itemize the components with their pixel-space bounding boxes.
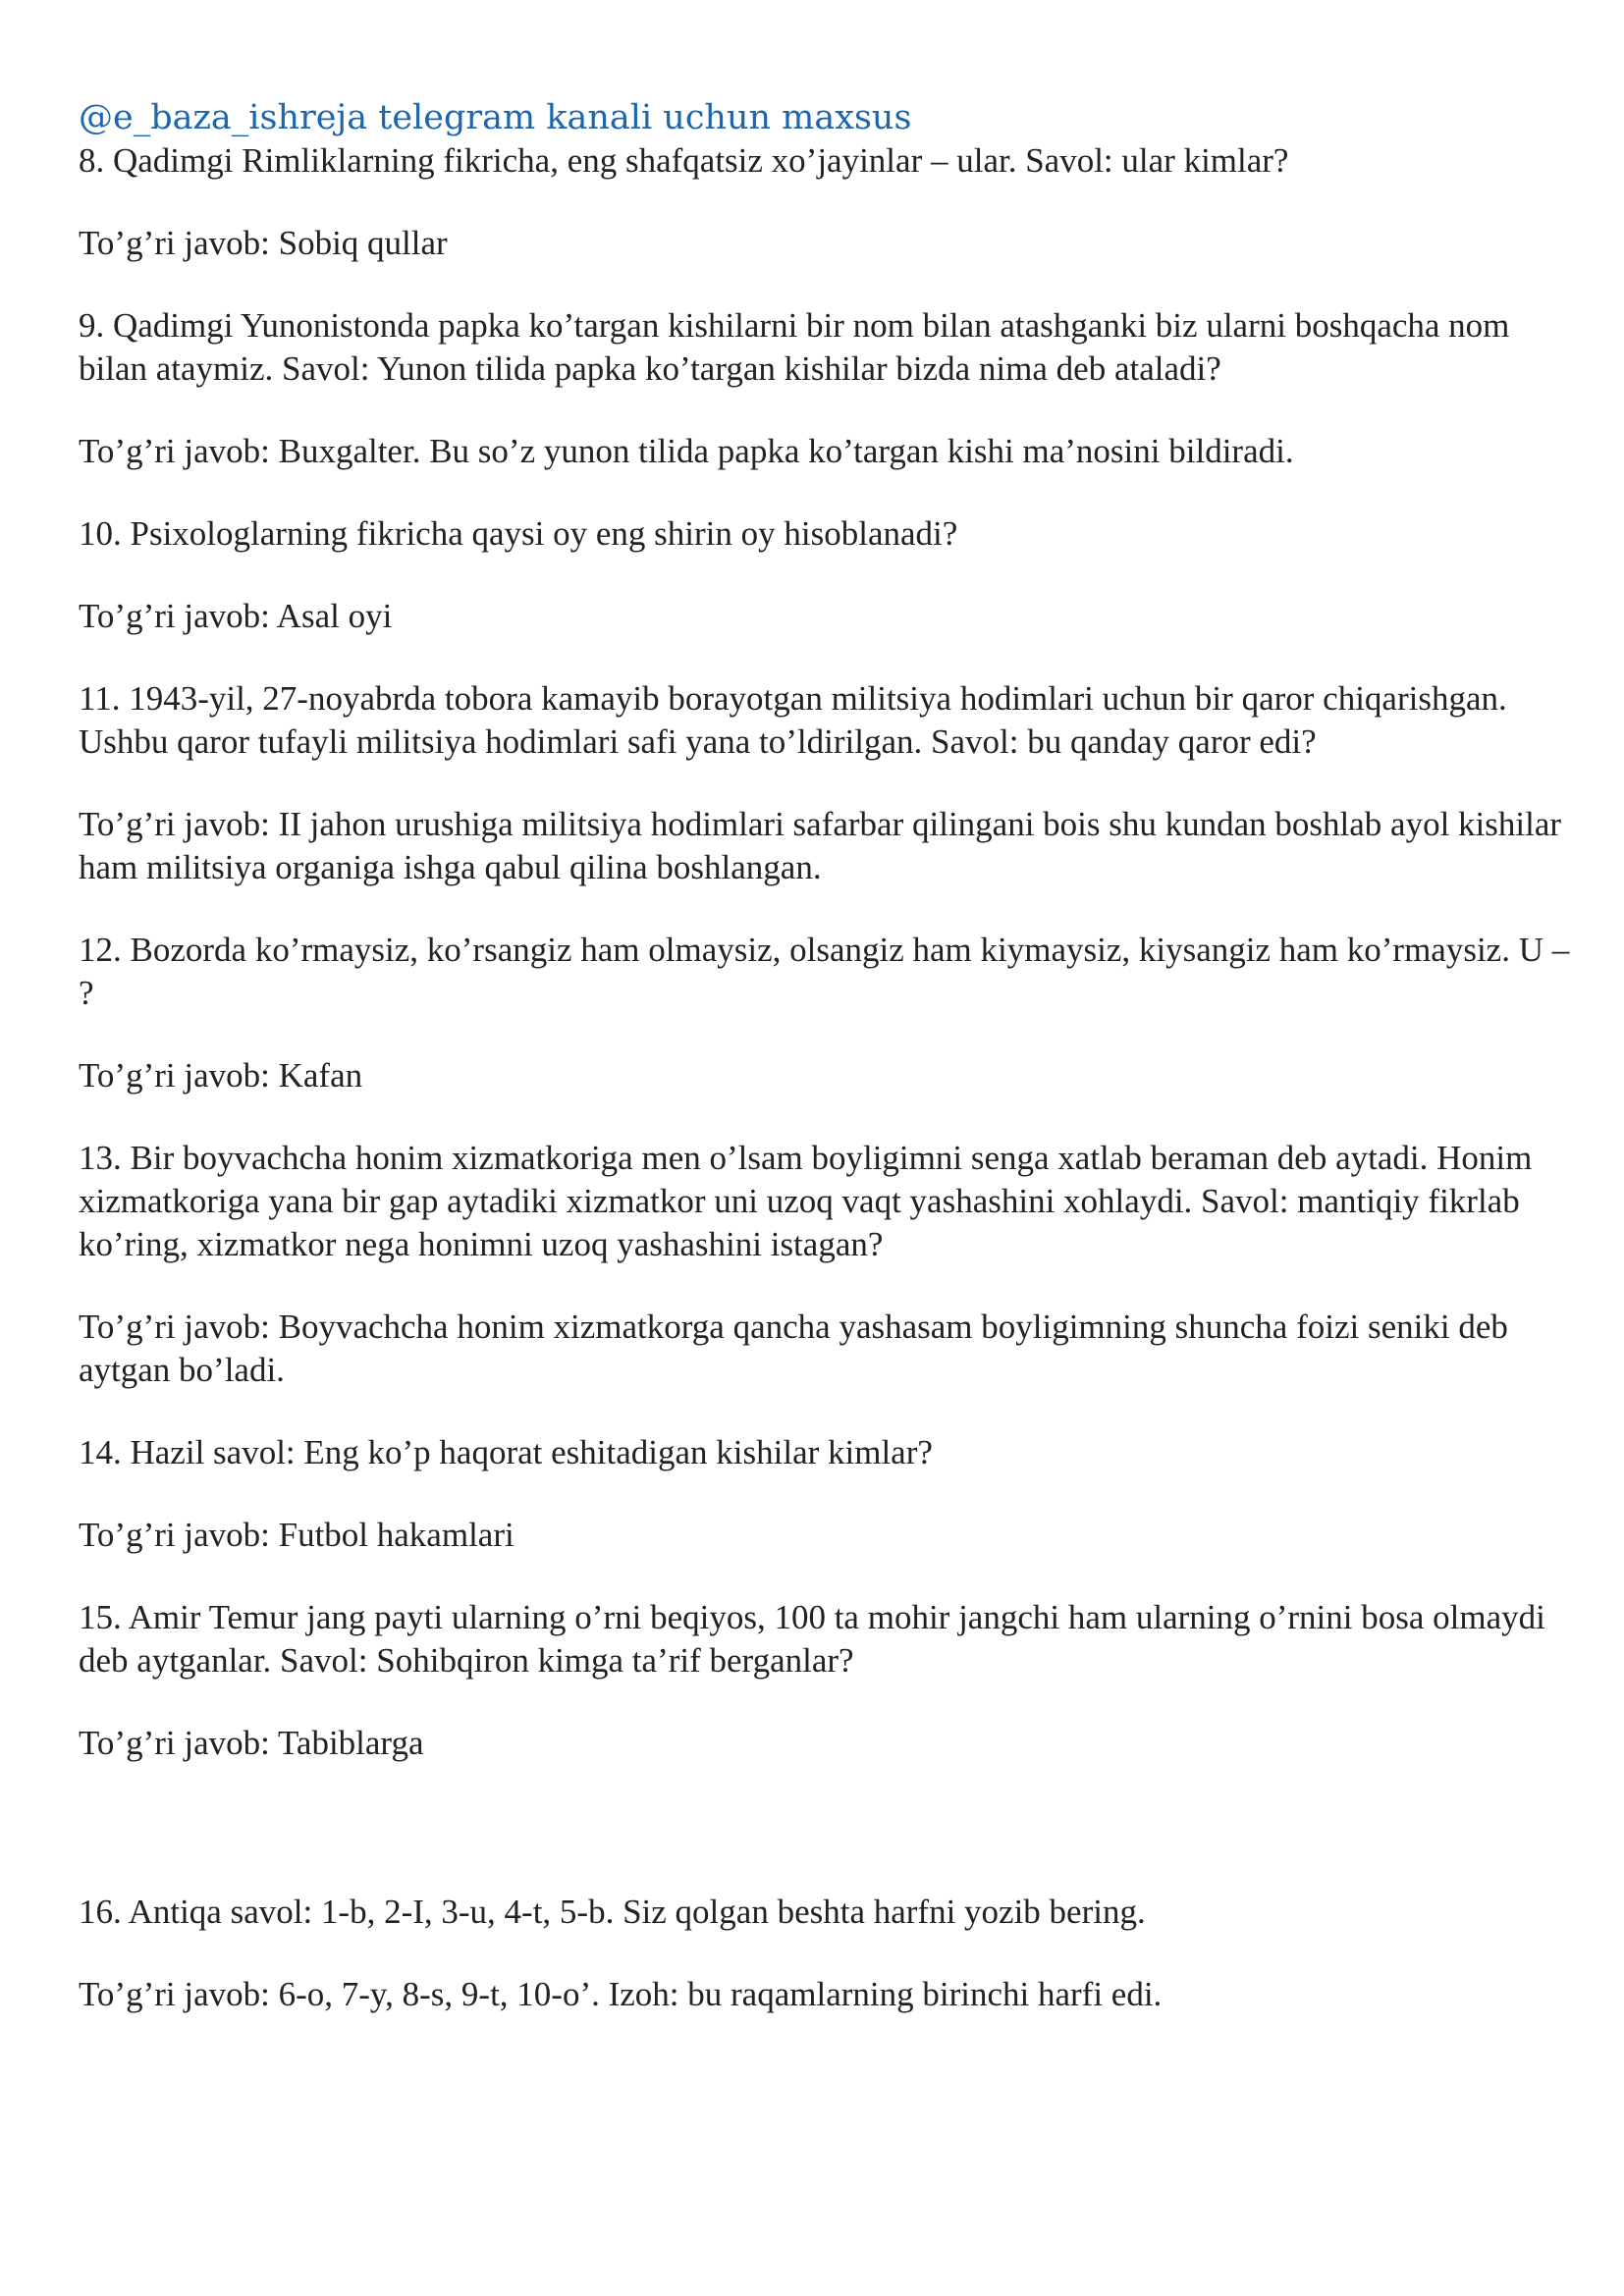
answer-text: To’g’ri javob: Asal oyi	[79, 597, 393, 635]
question-text: 13. Bir boyvachcha honim xizmatkoriga men o’lsam boyligimni senga xatlab beraman deb aytadi. Honim xizmatkoriga yana bir gap aytadiki xizmatkor uni uzoq vaqt yashashini xohlaydi. Savol: mantiqiy fikrlab ko’ring, xizmatkor nega honimni uzoq yashashini istagan?	[79, 1139, 1533, 1263]
question-text: 14. Hazil savol: Eng ko’p haqorat eshitadigan kishilar kimlar?	[79, 1433, 933, 1471]
answer-text: To’g’ri javob: Buxgalter. Bu so’z yunon tilida papka ko’targan kishi ma’nosini bildiradi.	[79, 432, 1294, 470]
answer-text: To’g’ri javob: Kafan	[79, 1056, 363, 1095]
channel-header: @e_baza_ishreja telegram kanali uchun maxsus	[79, 98, 912, 137]
question-text: 10. Psixologlarning fikricha qaysi oy eng shirin oy hisoblanadi?	[79, 514, 958, 553]
qa-item	[79, 304, 1571, 473]
qa-item	[79, 677, 1571, 889]
document-page	[79, 96, 1571, 2016]
qa-item	[79, 512, 1571, 638]
question-text: 8. Qadimgi Rimliklarning fikricha, eng shafqatsiz xo’jayinlar – ular. Savol: ular kimlar?	[79, 141, 1289, 180]
answer-text: To’g’ri javob: 6-o, 7-y, 8-s, 9-t, 10-o’. Izoh: bu raqamlarning birinchi harfi edi.	[79, 1975, 1163, 2013]
qa-item	[79, 1891, 1571, 2016]
answer-text: To’g’ri javob: Boyvachcha honim xizmatkorga qancha yashasam boyligimning shuncha foizi seniki deb aytgan bo’ladi.	[79, 1308, 1508, 1389]
question-text: 11. 1943-yil, 27-noyabrda tobora kamayib borayotgan militsiya hodimlari uchun bir qaror chiqarishgan. Ushbu qaror tufayli militsiya hodimlari safi yana to’ldirilgan. Savol: bu qanday qaror edi?	[79, 679, 1507, 761]
question-text: 16. Antiqa savol: 1-b, 2-I, 3-u, 4-t, 5-b. Siz qolgan beshta harfni yozib bering.	[79, 1893, 1146, 1931]
answer-text: To’g’ri javob: II jahon urushiga militsiya hodimlari safarbar qilingani bois shu kundan boshlab ayol kishilar ham militsiya organiga ishga qabul qilina boshlangan.	[79, 805, 1562, 886]
qa-item	[79, 139, 1571, 265]
answer-text: To’g’ri javob: Futbol hakamlari	[79, 1516, 514, 1554]
question-text: 9. Qadimgi Yunonistonda papka ko’targan kishilarni bir nom bilan atashganki biz ularni boshqacha nom bilan ataymiz. Savol: Yunon tilida papka ko’targan kishilar bizda nima deb ataladi?	[79, 306, 1510, 388]
question-list	[79, 139, 1571, 2016]
question-text: 15. Amir Temur jang payti ularning o’rni beqiyos, 100 ta mohir jangchi ham ularning o’rnini bosa olmaydi deb aytganlar. Savol: Sohibqiron kimga ta’rif berganlar?	[79, 1598, 1545, 1680]
qa-item	[79, 1596, 1571, 1765]
qa-item	[79, 929, 1571, 1097]
qa-item	[79, 1137, 1571, 1392]
question-text: 12. Bozorda ko’rmaysiz, ko’rsangiz ham olmaysiz, olsangiz ham kiymaysiz, kiysangiz ham ko’rmaysiz. U – ?	[79, 931, 1570, 1012]
answer-text: To’g’ri javob: Sobiq qullar	[79, 224, 448, 262]
answer-text: To’g’ri javob: Tabiblarga	[79, 1724, 424, 1762]
qa-item	[79, 1431, 1571, 1557]
